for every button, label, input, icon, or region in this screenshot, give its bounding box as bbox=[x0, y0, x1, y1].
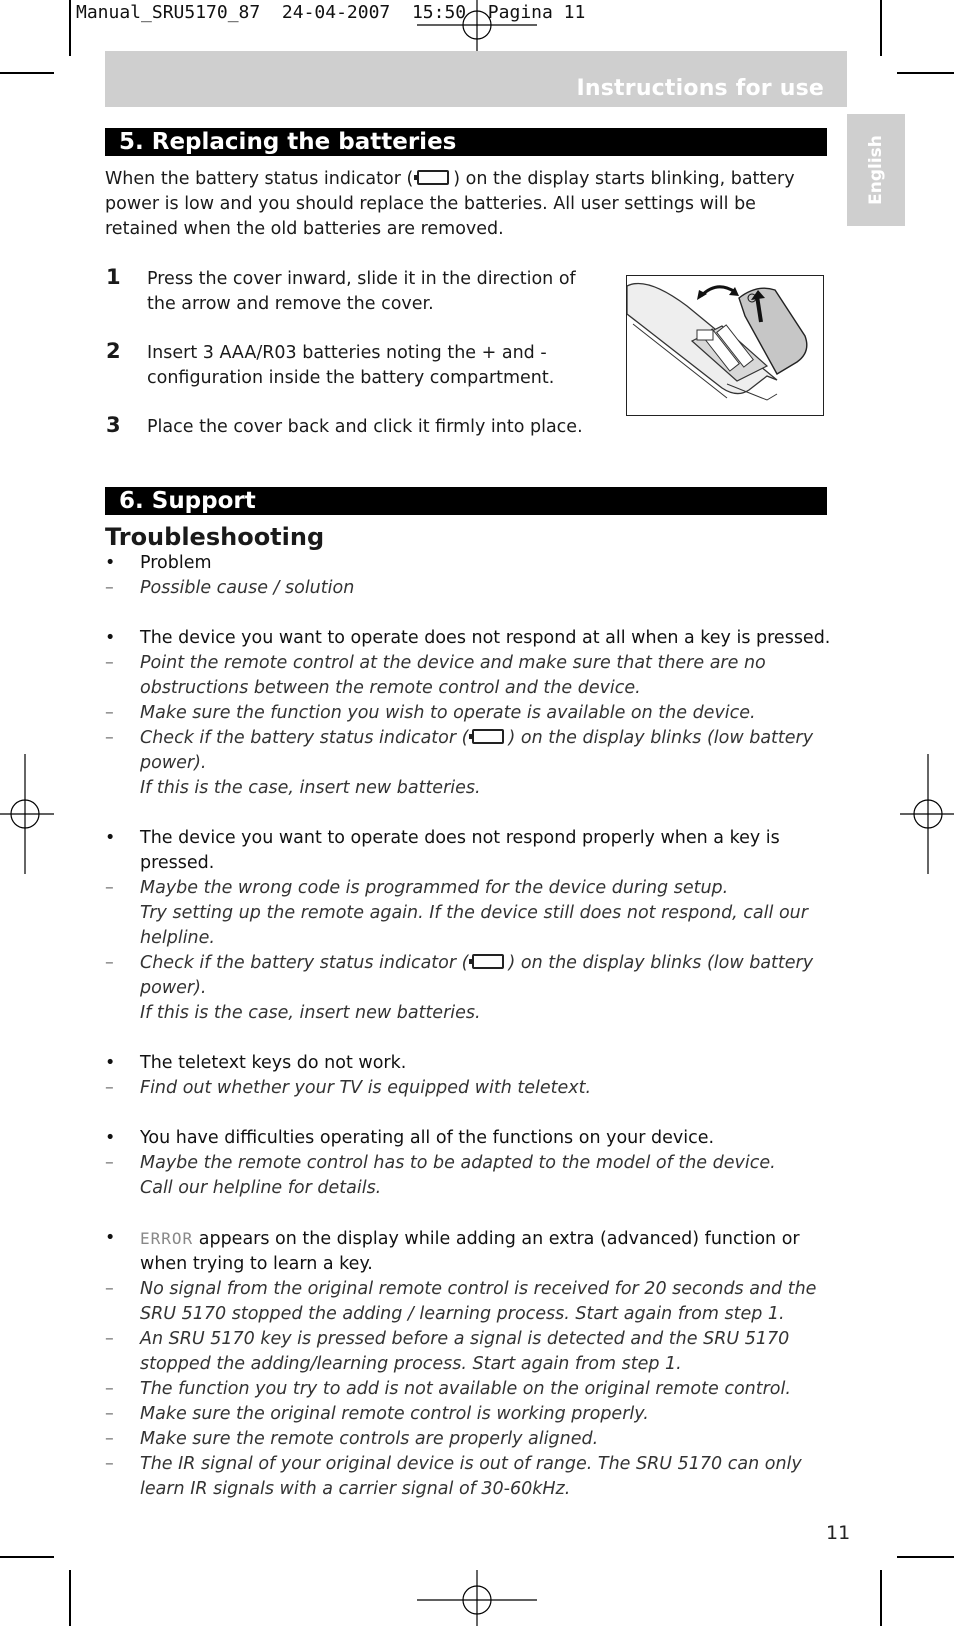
bullet: • bbox=[105, 1053, 116, 1073]
dash: – bbox=[105, 1153, 114, 1173]
solution-item bbox=[105, 1402, 835, 1427]
dash: – bbox=[105, 1429, 114, 1449]
legend-solution-text: Possible cause / solution bbox=[140, 578, 355, 598]
solution-text: Maybe the remote control has to be adapted to the model of the device. bbox=[140, 1153, 776, 1173]
problem-item bbox=[105, 626, 835, 651]
registration-mark-bottom bbox=[417, 1570, 537, 1626]
solution-text: Find out whether your TV is equipped with teletext. bbox=[140, 1078, 592, 1098]
problem-text: You have difficulties operating all of the functions on your device. bbox=[140, 1128, 715, 1148]
solution-item bbox=[105, 951, 835, 1026]
solution-text: Check if the battery status indicator ( bbox=[140, 728, 469, 748]
solution-text: An SRU 5170 key is pressed before a signal is detected and the SRU 5170 stopped the adding/learning process. Start again from step 1. bbox=[140, 1329, 790, 1374]
solution-item bbox=[105, 1377, 835, 1402]
dash: – bbox=[105, 728, 114, 748]
bullet: • bbox=[105, 553, 116, 573]
dash: – bbox=[105, 1454, 114, 1474]
problem-text: appears on the display while adding an extra (advanced) function or when trying to learn a key. bbox=[140, 1229, 800, 1274]
solution-item bbox=[105, 1151, 835, 1201]
bullet: • bbox=[105, 1228, 116, 1248]
troubleshooting-list bbox=[105, 551, 835, 1502]
solution-item bbox=[105, 1327, 835, 1377]
solution-text: If this is the case, insert new batteries. bbox=[140, 1003, 481, 1023]
bullet: • bbox=[105, 1128, 116, 1148]
print-slug: Manual_SRU5170_87 24-04-2007 15:50 Pagina 11 bbox=[76, 2, 586, 23]
solution-item bbox=[105, 651, 835, 701]
solution-text: Maybe the wrong code is programmed for the device during setup. bbox=[140, 878, 729, 898]
problem-item bbox=[105, 1226, 835, 1277]
dash: – bbox=[105, 1279, 114, 1299]
solution-item bbox=[105, 876, 835, 951]
step-text: Place the cover back and click it firmly into place. bbox=[147, 417, 583, 437]
section-title-replacing-batteries: 5. Replacing the batteries bbox=[105, 128, 827, 156]
dash: – bbox=[105, 1329, 114, 1349]
battery-indicator-icon bbox=[472, 729, 504, 744]
solution-item bbox=[105, 1277, 835, 1327]
solution-text: ) on the display blinks (low battery power). bbox=[140, 728, 814, 773]
solution-text: Make sure the function you wish to operate is available on the device. bbox=[140, 703, 756, 723]
legend-problem bbox=[105, 551, 835, 576]
dash: – bbox=[105, 1078, 114, 1098]
intro-text-end: ) on the display starts blinking, battery power is low and you should replace the batteries. All user settings will be retained when the old batteries are removed. bbox=[105, 169, 795, 239]
solution-item bbox=[105, 701, 835, 726]
registration-mark-left bbox=[0, 754, 54, 874]
step-number: 2 bbox=[106, 339, 121, 363]
section-title-support: 6. Support bbox=[105, 487, 827, 515]
solution-text: Make sure the remote controls are properly aligned. bbox=[140, 1429, 599, 1449]
dash: – bbox=[105, 703, 114, 723]
intro-text-start: When the battery status indicator ( bbox=[105, 169, 414, 189]
solution-text: Check if the battery status indicator ( bbox=[140, 953, 469, 973]
registration-mark-right bbox=[900, 754, 954, 874]
page-number: 11 bbox=[826, 1522, 851, 1544]
registration-mark-top bbox=[417, 0, 537, 56]
bullet: • bbox=[105, 828, 116, 848]
page-header-title: Instructions for use bbox=[576, 76, 824, 101]
solution-item bbox=[105, 1427, 835, 1452]
step-text: Insert 3 AAA/R03 batteries noting the + and - configuration inside the battery compartment. bbox=[147, 343, 555, 388]
solution-item bbox=[105, 726, 835, 801]
problem-text: The device you want to operate does not respond at all when a key is pressed. bbox=[140, 628, 831, 648]
dash: – bbox=[105, 1404, 114, 1424]
solution-text: The function you try to add is not available on the original remote control. bbox=[140, 1379, 791, 1399]
dash: – bbox=[105, 653, 114, 673]
solution-text: The IR signal of your original device is out of range. The SRU 5170 can only learn IR signals with a carrier signal of 30-60kHz. bbox=[140, 1454, 802, 1499]
solution-text: ) on the display blinks (low battery power). bbox=[140, 953, 814, 998]
solution-text: Call our helpline for details. bbox=[140, 1178, 382, 1198]
legend-solution bbox=[105, 576, 835, 601]
step-text: Press the cover inward, slide it in the direction of the arrow and remove the cover. bbox=[147, 269, 576, 314]
solution-item bbox=[105, 1452, 835, 1502]
troubleshooting-heading: Troubleshooting bbox=[105, 523, 325, 551]
language-tab bbox=[847, 114, 905, 226]
problem-text: The device you want to operate does not respond properly when a key is pressed. bbox=[140, 828, 780, 873]
problem-text: The teletext keys do not work. bbox=[140, 1053, 407, 1073]
problem-item bbox=[105, 1126, 835, 1151]
solution-text: Point the remote control at the device and make sure that there are no obstructions between the remote control and the device. bbox=[140, 653, 766, 698]
battery-indicator-icon bbox=[472, 954, 504, 969]
legend-problem-text: Problem bbox=[140, 553, 212, 573]
problem-item bbox=[105, 1051, 835, 1076]
bullet: • bbox=[105, 628, 116, 648]
dash: – bbox=[105, 878, 114, 898]
dash: – bbox=[105, 1379, 114, 1399]
batteries-intro bbox=[105, 167, 825, 242]
battery-indicator-icon bbox=[417, 170, 449, 185]
solution-text: No signal from the original remote control is received for 20 seconds and the SRU 5170 stopped the adding / learning process. Start again from step 1. bbox=[140, 1279, 817, 1324]
problem-item bbox=[105, 826, 835, 876]
step-number: 3 bbox=[106, 413, 121, 437]
solution-text: Try setting up the remote again. If the device still does not respond, call our helpline. bbox=[140, 903, 808, 948]
solution-text: If this is the case, insert new batteries. bbox=[140, 778, 481, 798]
solution-text: Make sure the original remote control is working properly. bbox=[140, 1404, 649, 1424]
dash: – bbox=[105, 953, 114, 973]
solution-item bbox=[105, 1076, 835, 1101]
battery-cover-illustration bbox=[626, 275, 824, 416]
dash: – bbox=[105, 578, 114, 598]
language-tab-label: English bbox=[866, 135, 886, 205]
step-number: 1 bbox=[106, 265, 121, 289]
error-display-code: ERROR bbox=[140, 1229, 194, 1248]
